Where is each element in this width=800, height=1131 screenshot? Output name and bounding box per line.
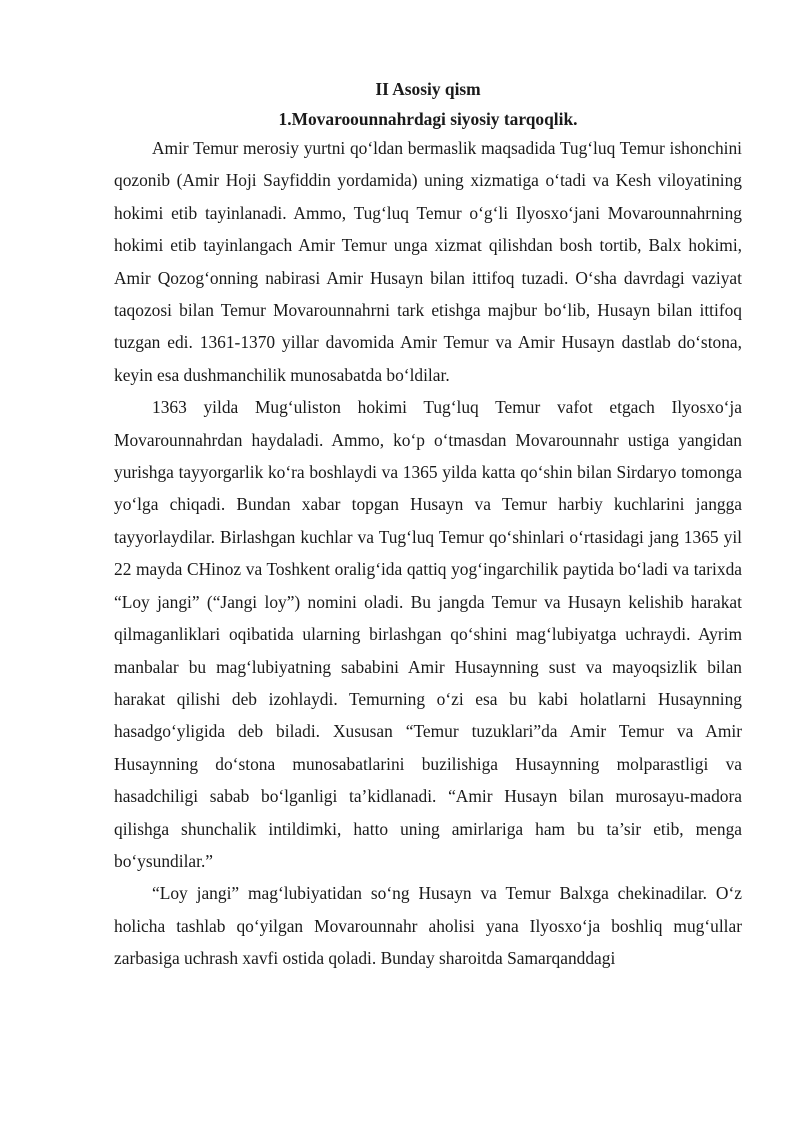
paragraph-3: “Loy jangi” mag‘lubiyatidan so‘ng Husayn va Temur Balxga chekinadilar. O‘z holicha tashlab qo‘yilgan Movarounnahr aholisi yana Ilyosxo‘ja boshliq mug‘ullar zarbasiga uchrash xavfi ostida qoladi. Bunday sharoitda Samarqanddagi xyxy=(114,883,742,969)
document-page xyxy=(114,76,742,975)
paragraph-2: 1363 yilda Mug‘uliston hokimi Tug‘luq Temur vafot etgach Ilyosxo‘ja Movarounnahrdan haydaladi. Ammo, ko‘p o‘tmasdan Movarounnahr ustiga yangidan yurishga tayyorgarlik ko‘ra boshlaydi va 1365 yilda katta qo‘shin bilan Sirdaryo tomonga yo‘lga chiqadi. Bundan xabar topgan Husayn va Temur harbiy kuchlarini jangga tayyorlaydilar. Birlashgan kuchlar va Tug‘luq Temur qo‘shinlari o‘rtasidagi jang 1365 yil 22 mayda CHinoz va Toshkent oralig‘ida qattiq yog‘ingarchilik paytida bo‘ladi va tarixda “Loy jangi” (“Jangi loy”) nomini oladi. Bu jangda Temur va Husayn kelishib harakat qilmaganliklari oqibatida ularning birlashgan qo‘shini mag‘lubiyatga uchraydi. Ayrim manbalar bu mag‘lubiyatning sababini Amir Husaynning sust va mayoqsizlik bilan harakat qilishi deb izohlaydi. Temurning o‘zi esa bu kabi holatlarni Husaynning hasadgo‘yligida deb biladi. Xususan “Temur tuzuklari”da Amir Temur va Amir Husaynning do‘stona munosabatlarini buzilishiga Husaynning molparastligi va hasadchiligi sabab bo‘lganligi ta’kidlanadi. “Amir Husayn bilan murosayu-madora qilishga shunchalik intildimki, hatto uning amirlariga ham bu ta’sir etib, menga bo‘ysundilar.” xyxy=(114,397,742,871)
section-title: II Asosiy qism xyxy=(375,79,481,99)
subsection-title: 1.Movaroounnahrdagi siyosiy tarqoqlik. xyxy=(278,109,578,129)
paragraph-1: Amir Temur merosiy yurtni qo‘ldan bermaslik maqsadida Tug‘luq Temur ishonchini qozonib (Amir Hoji Sayfiddin yordamida) uning xizmatiga o‘tadi va Kesh viloyatining hokimi etib tayinlanadi. Ammo, Tug‘luq Temur o‘g‘li Ilyosxo‘jani Movarounnahrning hokimi etib tayinlangach Amir Temur unga xizmat qilishdan bosh tortib, Balx hokimi, Amir Qozog‘onning nabirasi Amir Husayn bilan ittifoq tuzadi. O‘sha davrdagi vaziyat taqozosi bilan Temur Movarounnahrni tark etishga majbur bo‘lib, Husayn bilan ittifoq tuzgan edi. 1361-1370 yillar davomida Amir Temur va Amir Husayn dastlab do‘stona, keyin esa dushmanchilik munosabatda bo‘ldilar. xyxy=(114,138,742,385)
